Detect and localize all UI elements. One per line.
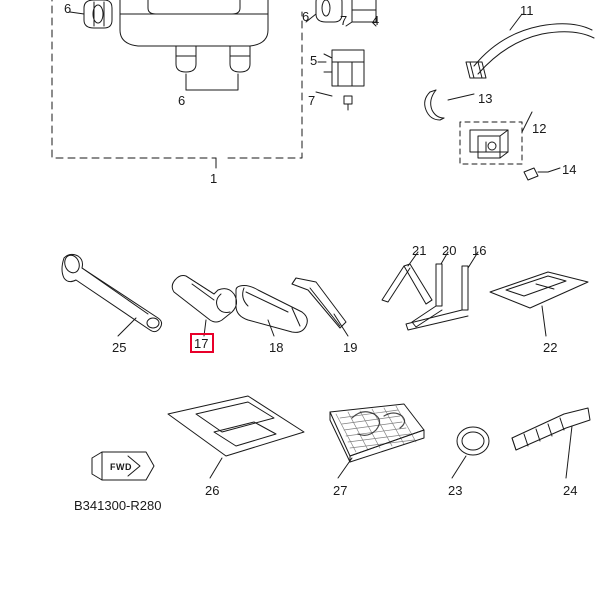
callout-26: 26 (205, 483, 220, 498)
callout-5: 5 (310, 53, 318, 68)
callout-19: 19 (343, 340, 358, 355)
callout-12: 12 (532, 121, 547, 136)
callout-24: 24 (563, 483, 578, 498)
callout-18: 18 (269, 340, 284, 355)
callout-20: 20 (442, 243, 457, 258)
callout-6-top-center: 6 (302, 9, 310, 24)
callout-7-top: 7 (340, 13, 348, 28)
callout-13: 13 (478, 91, 493, 106)
callout-1: 1 (210, 171, 218, 186)
callout-16: 16 (472, 243, 487, 258)
callout-21: 21 (412, 243, 427, 258)
callout-27: 27 (333, 483, 348, 498)
callout-6-top-left: 6 (64, 1, 72, 16)
callout-11: 11 (520, 3, 534, 18)
fwd-marker-label: FWD (110, 462, 132, 472)
callout-25: 25 (112, 340, 127, 355)
part-code: B341300-R280 (74, 498, 162, 513)
callout-7-bolt: 7 (308, 93, 316, 108)
callout-23: 23 (448, 483, 463, 498)
callout-22: 22 (543, 340, 558, 355)
callout-6-mounts: 6 (178, 93, 186, 108)
callout-4: 4 (372, 13, 380, 28)
callout-14: 14 (562, 162, 577, 177)
callout-17: 17 (194, 336, 209, 351)
